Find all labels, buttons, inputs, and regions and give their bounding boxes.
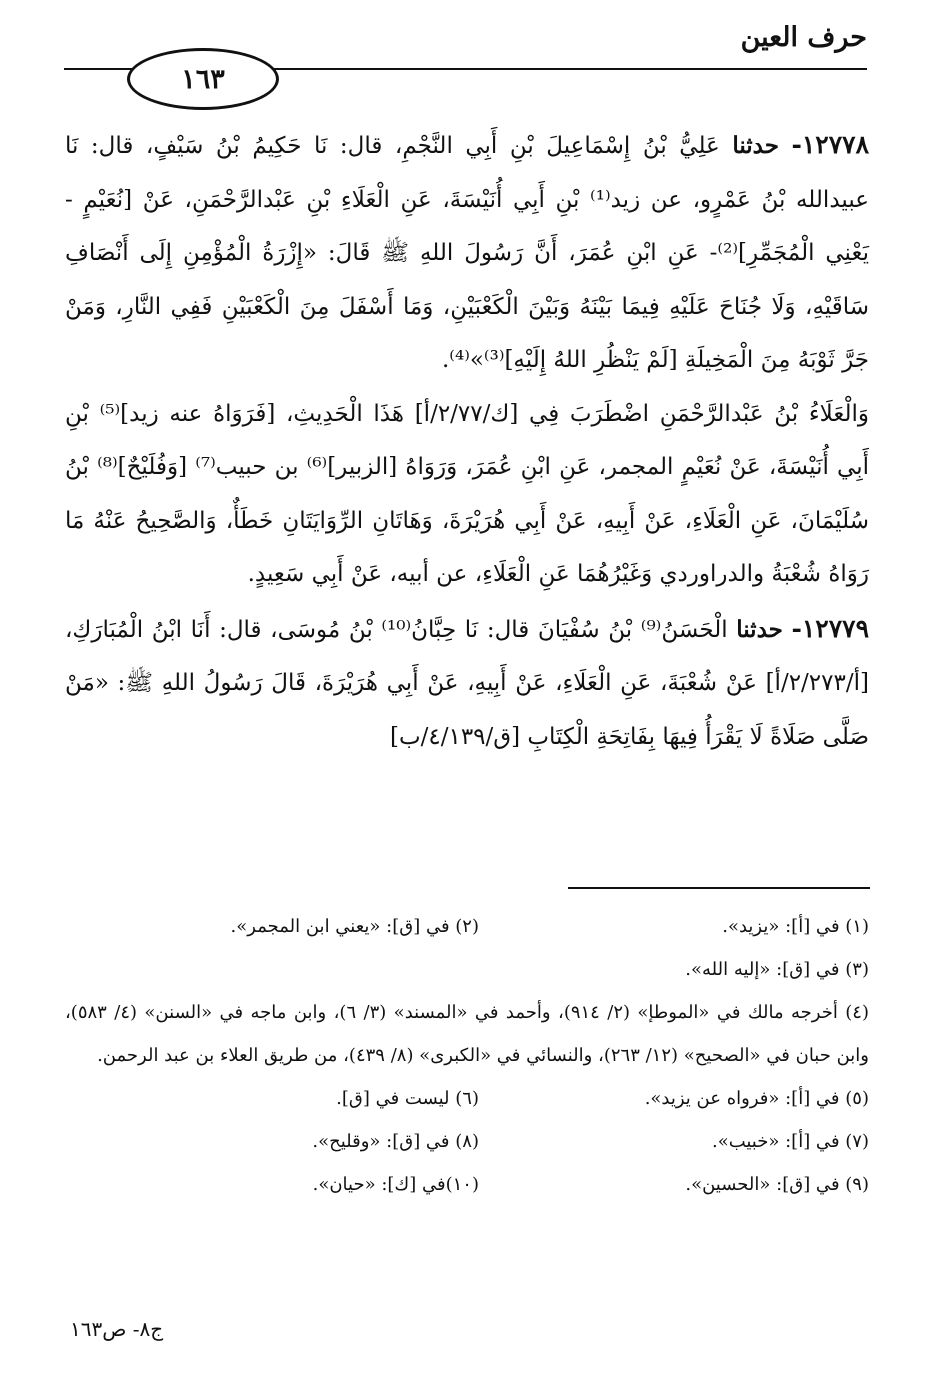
hadith-number: ١٢٧٧٨- — [791, 130, 870, 159]
chapter-title: حرف العين — [740, 22, 867, 53]
narration-formula: حدثنا — [732, 132, 779, 159]
footnotes — [65, 905, 869, 1206]
hadith-12778 — [65, 118, 869, 388]
footnote-row — [65, 1077, 869, 1120]
footnote-4: (٤) أخرجه مالك في «الموطإ» (٢/ ٩١٤)، وأحمد في «المسند» (٣/ ٦)، وابن ماجه في «السنن» (٤/ ٥٨٣)، وابن حبان في «الصحيح» (١٢/ ٢٦٣)، والنسائي في «الكبرى» (٨/ ٤٣٩)، من طريق العلاء بن عبد الرحمن. — [65, 1002, 869, 1066]
volume-page-footer: ج٨- ص١٦٣ — [70, 1317, 164, 1341]
footnote-7: (٧) في [أ]: «خبيب». — [711, 1131, 869, 1152]
page-number: ١٦٣ — [181, 63, 225, 95]
footnote-9: (٩) في [ق]: «الحسين». — [685, 1174, 869, 1195]
commentary-paragraph — [65, 388, 869, 602]
footnote-2: (٢) في [ق]: «يعني ابن المجمر». — [230, 916, 479, 937]
commentary-text: وَالْعَلَاءُ بْنُ عَبْدالرَّحْمَنِ اضْطَرَبَ فِي [ك/٢/٧٧/أ] هَذَا الْحَدِيثِ، [فَرَوَاهُ عنه زيد]⁽⁵⁾ بْنِ أَبِي أُنَيْسَةَ، عَنْ نُعَيْمٍ المجمر، عَنِ ابْنِ عُمَرَ، وَرَوَاهُ [الزبير]⁽⁶⁾ بن حبيب⁽⁷⁾ [وَفُلَيْحٌ]⁽⁸⁾ بْنُ سُلَيْمَانَ، عَنِ الْعَلَاءِ، عَنْ أَبِيهِ، عَنْ أَبِي هُرَيْرَةَ، وَهَاتَانِ الرِّوَايَتَانِ خَطَأٌ، وَالصَّحِيحُ عَنْهُ مَا رَوَاهُ شُعْبَةُ والدراوردي وَغَيْرُهُمَا عَنِ الْعَلَاءِ، عن أبيه، عَنْ أَبِي سَعِيدٍ. — [65, 400, 869, 587]
main-text — [65, 118, 869, 764]
footnote-separator — [568, 887, 870, 889]
footnote-5: (٥) في [أ]: «فرواه عن يزيد». — [644, 1088, 869, 1109]
footnote-row — [65, 948, 869, 991]
footnote-10: (١٠)في [ك]: «حيان». — [312, 1174, 479, 1195]
footnote-6: (٦) ليست في [ق]. — [336, 1088, 479, 1109]
footnote-row — [65, 1163, 869, 1206]
hadith-text: الْحَسَنُ⁽⁹⁾ بْنُ سُفْيَانَ قال: نَا حِبَّانُ⁽¹⁰⁾ بْنُ مُوسَى، قال: أَنَا ابْنُ الْمُبَارَكِ، [أ/٢/٢٧٣/أ] عَنْ شُعْبَةَ، عَنِ الْعَلَاءِ، عَنْ أَبِيهِ، عَنْ أَبِي هُرَيْرَةَ، قَالَ رَسُولُ اللهِ ﷺ: «مَنْ صَلَّى صَلَاةً لَا يَقْرَأُ فِيهَا بِفَاتِحَةِ الْكِتَابِ [ق/٤/١٣٩/ب] — [65, 616, 869, 750]
hadith-text: عَلِيُّ بْنُ إِسْمَاعِيلَ بْنِ أَبِي النَّجْمِ، قال: نَا حَكِيمُ بْنُ سَيْفٍ، قال: نَا عبيدالله بْنُ عَمْرٍو، عن زيد⁽¹⁾ بْنِ أَبِي أُنَيْسَةَ، عَنِ الْعَلَاءِ بْنِ عَبْدالرَّحْمَنِ، عَنْ [نُعَيْمٍ - يَعْنِي الْمُجَمِّرِ]⁽²⁾- عَنِ ابْنِ عُمَرَ، أَنَّ رَسُولَ اللهِ ﷺ قَالَ: «إِزْرَةُ الْمُؤْمِنِ إِلَى أَنْصَافِ سَاقَيْهِ، وَلَا جُنَاحَ عَلَيْهِ فِيمَا بَيْنَهُ وَبَيْنَ الْكَعْبَيْنِ، وَمَا أَسْفَلَ مِنَ الْكَعْبَيْنِ فَفِي النَّارِ، وَمَنْ جَرَّ ثَوْبَهُ مِنَ الْمَخِيلَةِ [لَمْ يَنْظُرِ اللهُ إِلَيْهِ]⁽³⁾»⁽⁴⁾. — [65, 133, 869, 373]
narration-formula: حدثنا — [736, 615, 783, 643]
footnote-row — [65, 1120, 869, 1163]
page-number-frame — [127, 48, 279, 110]
footnote-3: (٣) في [ق]: «إليه الله». — [685, 959, 869, 980]
hadith-12779 — [65, 602, 869, 765]
hadith-number: ١٢٧٧٩- — [791, 613, 870, 643]
footnote-1: (١) في [أ]: «يزيد». — [722, 916, 869, 937]
footnote-8: (٨) في [ق]: «وقليح». — [312, 1131, 479, 1152]
page-header — [64, 18, 867, 95]
footnote-row — [65, 905, 869, 948]
